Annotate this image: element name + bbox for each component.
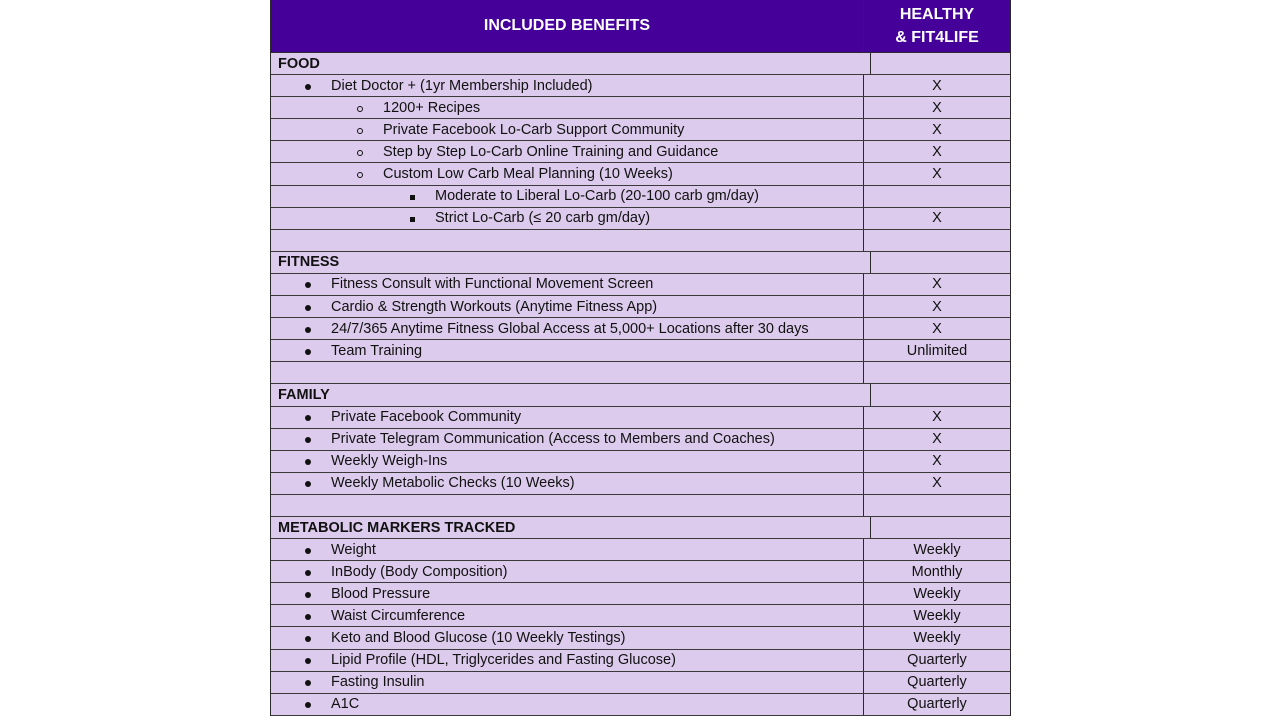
table-row xyxy=(271,97,1010,119)
benefit-cell xyxy=(271,75,864,96)
benefit-cell xyxy=(271,340,864,361)
bullet-disc-icon xyxy=(297,542,319,558)
benefit-cell xyxy=(271,274,864,295)
benefit-cell xyxy=(271,605,864,626)
plan-value-cell xyxy=(864,230,1010,251)
benefit-label: Weight xyxy=(331,541,376,558)
plan-value-cell: X xyxy=(932,276,942,293)
benefit-cell xyxy=(271,141,864,162)
plan-value-cell: X xyxy=(932,166,942,183)
table-row xyxy=(271,75,1010,97)
benefit-label: Lipid Profile (HDL, Triglycerides and Fasting Glucose) xyxy=(331,652,676,669)
benefit-cell xyxy=(271,119,864,140)
bullet-circle-icon xyxy=(349,144,371,160)
benefit-cell xyxy=(271,451,864,472)
blank-row xyxy=(271,362,1010,384)
benefit-label: Fasting Insulin xyxy=(331,674,425,691)
plan-value-cell: Unlimited xyxy=(906,342,968,359)
plan-value-cell xyxy=(871,252,1010,273)
benefit-cell xyxy=(271,362,864,383)
plan-value-cell: Quarterly xyxy=(907,674,967,691)
bullet-disc-icon xyxy=(297,564,319,580)
header-plan-line1: HEALTHY xyxy=(899,6,975,23)
bullet-disc-icon xyxy=(297,343,319,359)
section-title: FITNESS xyxy=(278,254,340,271)
table-body xyxy=(271,53,1010,716)
table-row xyxy=(271,694,1010,716)
table-row xyxy=(271,539,1010,561)
plan-value-cell: X xyxy=(932,210,942,227)
benefit-cell xyxy=(271,694,864,715)
benefit-cell xyxy=(271,650,864,671)
table-row xyxy=(271,340,1010,362)
plan-value-cell xyxy=(871,517,1010,538)
benefit-label: Step by Step Lo-Carb Online Training and Guidance xyxy=(383,143,719,160)
benefit-cell xyxy=(271,627,864,648)
plan-value-cell: Weekly xyxy=(913,585,961,602)
section-row xyxy=(271,252,1010,274)
benefit-cell xyxy=(271,539,864,560)
bullet-disc-icon xyxy=(297,321,319,337)
benefit-label: Private Facebook Lo-Carb Support Community xyxy=(383,121,685,138)
table-row xyxy=(271,119,1010,141)
table-row xyxy=(271,451,1010,473)
table-row xyxy=(271,296,1010,318)
section-row xyxy=(271,517,1010,539)
plan-value-cell xyxy=(864,495,1010,516)
table-row xyxy=(271,186,1010,208)
table-row xyxy=(271,583,1010,605)
bullet-disc-icon xyxy=(297,652,319,668)
blank-row xyxy=(271,495,1010,517)
benefit-cell xyxy=(271,230,864,251)
header-plan-line2: & FIT4LIFE xyxy=(895,29,979,46)
table-row xyxy=(271,561,1010,583)
plan-value-cell: Weekly xyxy=(913,629,961,646)
plan-value-cell: Quarterly xyxy=(907,652,967,669)
benefit-label: Strict Lo-Carb (≤ 20 carb gm/day) xyxy=(435,210,651,227)
bullet-disc-icon xyxy=(297,630,319,646)
plan-value-cell: X xyxy=(932,77,942,94)
table-row xyxy=(271,163,1010,185)
plan-value-cell xyxy=(864,186,1010,207)
benefit-cell xyxy=(271,495,864,516)
plan-value-cell xyxy=(871,384,1010,405)
benefit-label: Moderate to Liberal Lo-Carb (20-100 carb gm/day) xyxy=(435,188,759,205)
benefit-label: Fitness Consult with Functional Movement Screen xyxy=(331,276,654,293)
table-row xyxy=(271,429,1010,451)
bullet-circle-icon xyxy=(349,100,371,116)
benefit-label: 1200+ Recipes xyxy=(383,99,481,116)
benefit-label: Private Facebook Community xyxy=(331,409,522,426)
bullet-square-icon xyxy=(401,188,423,204)
bullet-circle-icon xyxy=(349,166,371,182)
plan-value-cell: Monthly xyxy=(911,563,963,580)
plan-value-cell: X xyxy=(932,409,942,426)
plan-value-cell xyxy=(871,53,1010,74)
benefit-label: 24/7/365 Anytime Fitness Global Access at 5,000+ Locations after 30 days xyxy=(331,320,809,337)
table-row xyxy=(271,672,1010,694)
plan-value-cell: X xyxy=(932,298,942,315)
benefit-label: Private Telegram Communication (Access to Members and Coaches) xyxy=(331,431,775,448)
bullet-disc-icon xyxy=(297,586,319,602)
table-row xyxy=(271,318,1010,340)
benefit-label: A1C xyxy=(331,696,360,713)
benefit-label: InBody (Body Composition) xyxy=(331,563,508,580)
plan-value-cell: Quarterly xyxy=(907,696,967,713)
benefit-label: Diet Doctor + (1yr Membership Included) xyxy=(331,77,593,94)
header-included-benefits: INCLUDED BENEFITS xyxy=(271,0,864,52)
benefit-label: Cardio & Strength Workouts (Anytime Fitness App) xyxy=(331,298,658,315)
plan-value-cell xyxy=(864,362,1010,383)
benefit-label: Keto and Blood Glucose (10 Weekly Testings) xyxy=(331,629,626,646)
table-row xyxy=(271,274,1010,296)
benefit-cell xyxy=(271,561,864,582)
plan-value-cell: X xyxy=(932,453,942,470)
plan-value-cell: Weekly xyxy=(913,607,961,624)
bullet-disc-icon xyxy=(297,475,319,491)
table-header xyxy=(271,0,1010,53)
benefit-label: Weekly Metabolic Checks (10 Weeks) xyxy=(331,475,575,492)
benefit-cell xyxy=(271,384,871,405)
bullet-disc-icon xyxy=(297,453,319,469)
plan-value-cell: X xyxy=(932,431,942,448)
bullet-disc-icon xyxy=(297,674,319,690)
benefit-cell xyxy=(271,163,864,184)
plan-value-cell: X xyxy=(932,121,942,138)
bullet-disc-icon xyxy=(297,299,319,315)
benefit-cell xyxy=(271,318,864,339)
benefit-label: Custom Low Carb Meal Planning (10 Weeks) xyxy=(383,166,673,183)
bullet-disc-icon xyxy=(297,431,319,447)
benefit-cell xyxy=(271,186,864,207)
bullet-circle-icon xyxy=(349,122,371,138)
table-row xyxy=(271,627,1010,649)
blank-row xyxy=(271,230,1010,252)
section-row xyxy=(271,384,1010,406)
table-row xyxy=(271,605,1010,627)
table-row xyxy=(271,407,1010,429)
bullet-disc-icon xyxy=(297,696,319,712)
benefit-cell xyxy=(271,208,864,229)
benefit-label: Team Training xyxy=(331,342,423,359)
section-row xyxy=(271,53,1010,75)
table-row xyxy=(271,473,1010,495)
plan-value-cell: X xyxy=(932,143,942,160)
section-title: FOOD xyxy=(278,55,320,72)
section-title: FAMILY xyxy=(278,386,330,403)
benefit-cell xyxy=(271,252,871,273)
table-row xyxy=(271,650,1010,672)
benefit-cell xyxy=(271,672,864,693)
plan-value-cell: X xyxy=(932,99,942,116)
plan-value-cell: Weekly xyxy=(913,541,961,558)
bullet-disc-icon xyxy=(297,78,319,94)
section-title: METABOLIC MARKERS TRACKED xyxy=(278,519,516,536)
plan-value-cell: X xyxy=(932,320,942,337)
benefits-table xyxy=(270,0,1011,716)
bullet-square-icon xyxy=(401,210,423,226)
header-plan xyxy=(864,0,1010,52)
benefit-cell xyxy=(271,517,871,538)
benefit-cell xyxy=(271,583,864,604)
benefit-label: Weekly Weigh-Ins xyxy=(331,453,448,470)
benefit-cell xyxy=(271,53,871,74)
plan-value-cell: X xyxy=(932,475,942,492)
benefit-cell xyxy=(271,429,864,450)
bullet-disc-icon xyxy=(297,409,319,425)
benefit-cell xyxy=(271,97,864,118)
bullet-disc-icon xyxy=(297,608,319,624)
benefit-label: Waist Circumference xyxy=(331,607,466,624)
benefit-cell xyxy=(271,473,864,494)
benefit-cell xyxy=(271,296,864,317)
table-row xyxy=(271,208,1010,230)
table-row xyxy=(271,141,1010,163)
benefit-label: Blood Pressure xyxy=(331,585,431,602)
benefit-cell xyxy=(271,407,864,428)
bullet-disc-icon xyxy=(297,276,319,292)
